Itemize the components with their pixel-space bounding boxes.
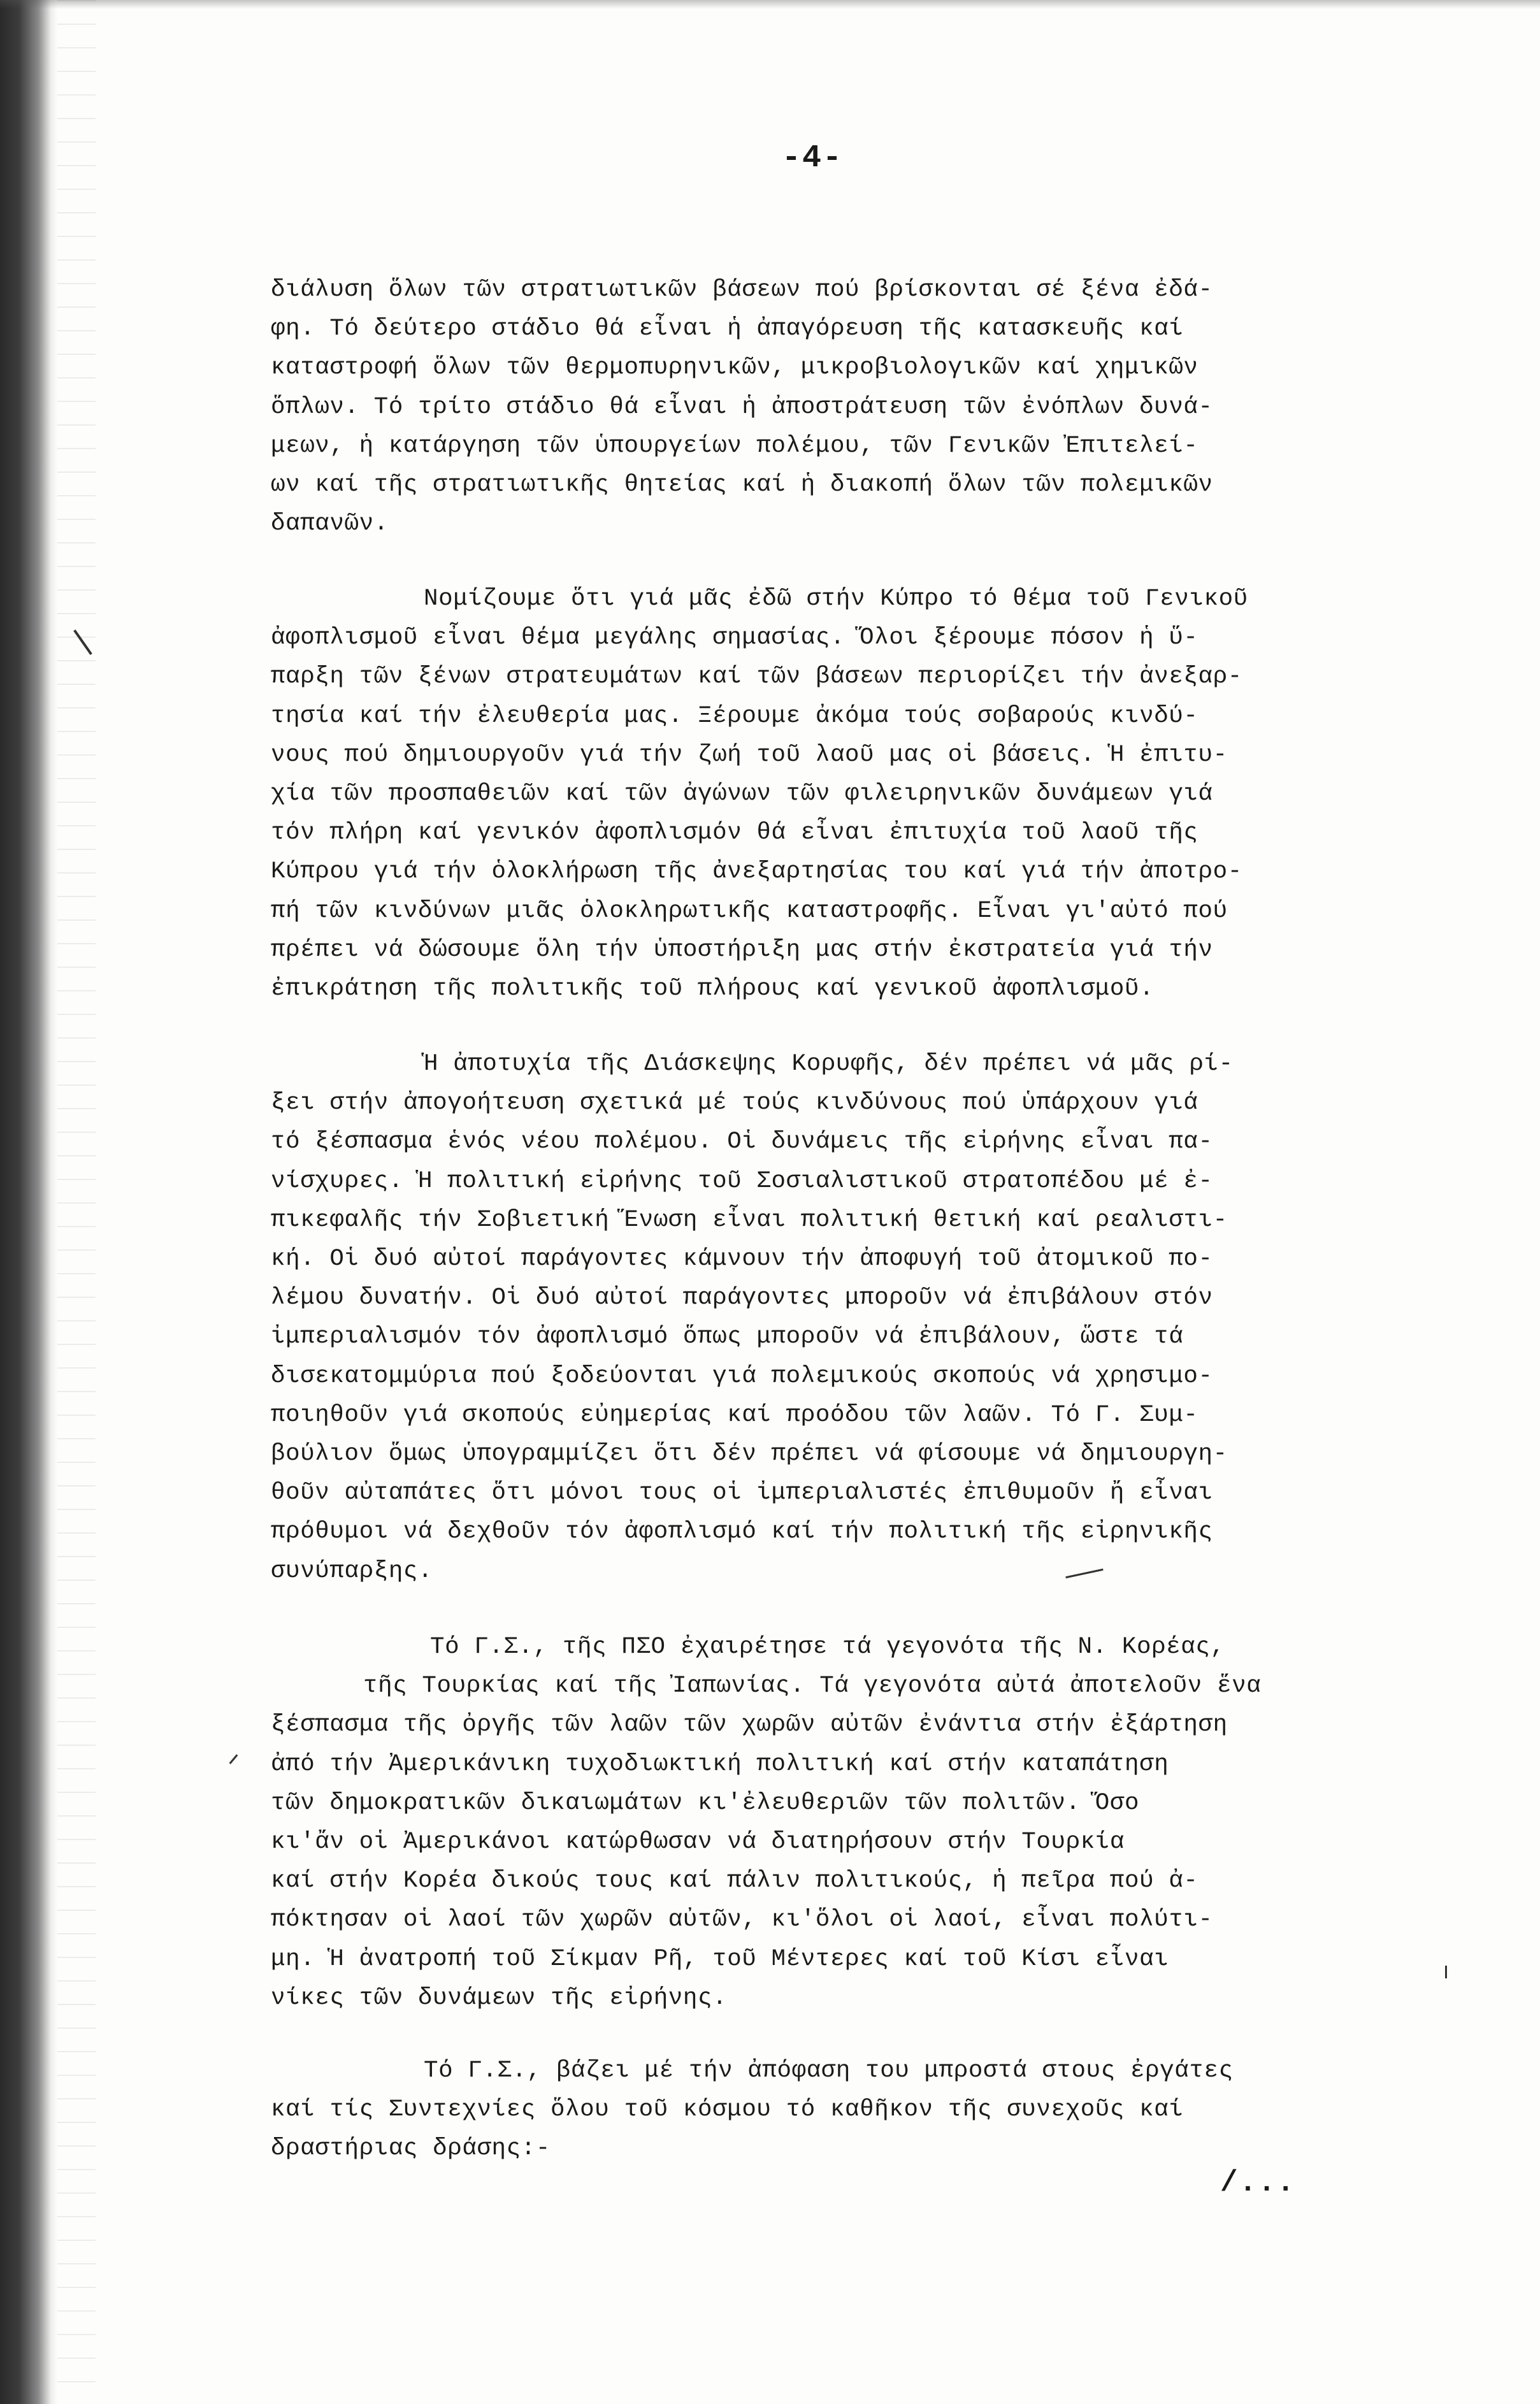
text-line: κή. Οἱ δυό αὐτοί παράγοντες κάμνουν τήν ἀποφυγή τοῦ ἀτομικοῦ πο- bbox=[271, 1246, 1213, 1273]
text-line: λέμου δυνατήν. Οἱ δυό αὐτοί παράγοντες μποροῦν νά ἐπιβάλουν στόν bbox=[271, 1285, 1213, 1312]
paragraph-4 bbox=[271, 1628, 1379, 2018]
text-line: χία τῶν προσπαθειῶν καί τῶν ἀγώνων τῶν φιλειρηνικῶν δυνάμεων γιά bbox=[271, 781, 1213, 808]
paragraph-2 bbox=[271, 580, 1379, 1009]
text-line: ἐπικράτηση τῆς πολιτικῆς τοῦ πλήρους καί γενικοῦ ἀφοπλισμοῦ. bbox=[271, 975, 1155, 1003]
text-line: τησία καί τήν ἐλευθερία μας. Ξέρουμε ἀκόμα τούς σοβαρούς κινδύ- bbox=[271, 702, 1198, 730]
text-line: πρέπει νά δώσουμε ὅλη τήν ὑποστήριξη μας στήν ἐκστρατεία γιά τήν bbox=[271, 936, 1213, 963]
text-line: ξέσπασμα τῆς ὀργῆς τῶν λαῶν τῶν χωρῶν αὐτῶν ἐνάντια στήν ἐξάρτηση bbox=[271, 1711, 1228, 1739]
stray-mark bbox=[229, 1754, 238, 1764]
continuation-mark: /... bbox=[1220, 2166, 1296, 2199]
paragraph-5 bbox=[271, 2052, 1379, 2169]
text-line: τό ξέσπασμα ἑνός νέου πολέμου. Οἱ δυνάμεις τῆς εἰρήνης εἶναι πα- bbox=[271, 1128, 1213, 1156]
paragraph-1 bbox=[271, 271, 1379, 543]
text-line: διάλυση ὅλων τῶν στρατιωτικῶν βάσεων πού βρίσκονται σέ ξένα ἐδά- bbox=[271, 277, 1213, 303]
text-line: Νομίζουμε ὅτι γιά μᾶς ἐδῶ στήν Κύπρο τό θέμα τοῦ Γενικοῦ bbox=[424, 586, 1248, 612]
text-line: τόν πλήρη καί γενικόν ἀφοπλισμόν θά εἶναι ἐπιτυχία τοῦ λαοῦ τῆς bbox=[271, 819, 1198, 847]
text-line: δραστήριας δράσης:- bbox=[271, 2135, 551, 2163]
text-line: φη. Τό δεύτερο στάδιο θά εἶναι ἡ ἀπαγόρευση τῆς κατασκευῆς καί bbox=[271, 315, 1184, 343]
text-line: καί τίς Συντεχνίες ὅλου τοῦ κόσμου τό καθῆκον τῆς συνεχοῦς καί bbox=[271, 2096, 1184, 2124]
text-line: ξει στήν ἀπογοήτευση σχετικά μέ τούς κινδύνους πού ὑπάρχουν γιά bbox=[271, 1090, 1198, 1117]
text-line: μεων, ἡ κατάργηση τῶν ὑπουργείων πολέμου, τῶν Γενικῶν Ἐπιτελεί- bbox=[271, 432, 1198, 459]
text-line: ὅπλων. Τό τρίτο στάδιο θά εἶναι ἡ ἀποστράτευση τῶν ἐνόπλων δυνά- bbox=[271, 393, 1213, 421]
text-line: πόκτησαν οἱ λαοί τῶν χωρῶν αὐτῶν, κι'ὅλοι οἱ λαοί, εἶναι πολύτι- bbox=[271, 1906, 1213, 1934]
text-line: τῶν δημοκρατικῶν δικαιωμάτων κι'ἐλευθεριῶν τῶν πολιτῶν. Ὅσο bbox=[271, 1789, 1140, 1817]
text-line: Ἡ ἀποτυχία τῆς Διάσκεψης Κορυφῆς, δέν πρέπει νά μᾶς ρί- bbox=[424, 1051, 1234, 1077]
paragraph-3 bbox=[271, 1045, 1379, 1591]
text-line: πικεφαλῆς τήν Σοβιετική Ἕνωση εἶναι πολιτική θετική καί ρεαλιστι- bbox=[271, 1206, 1228, 1234]
page-number: -4- bbox=[781, 140, 843, 176]
text-line: Τό Γ.Σ., βάζει μέ τήν ἀπόφαση του μπροστά στους ἐργάτες bbox=[424, 2057, 1234, 2084]
text-line: νίσχυρες. Ἡ πολιτική εἰρήνης τοῦ Σοσιαλιστικοῦ στρατοπέδου μέ ἐ- bbox=[271, 1167, 1213, 1195]
text-line: μη. Ἡ ἀνατροπή τοῦ Σίκμαν Ρῆ, τοῦ Μέντερες καί τοῦ Κίσι εἶναι bbox=[271, 1945, 1169, 1973]
text-line: δισεκατομμύρια πού ξοδεύονται γιά πολεμικούς σκοπούς νά χρησιμο- bbox=[271, 1362, 1213, 1390]
text-line: ἀπό τήν Ἀμερικάνικη τυχοδιωκτική πολιτική καί στήν καταπάτηση bbox=[271, 1750, 1169, 1778]
text-line: δαπανῶν. bbox=[271, 510, 389, 538]
text-line: καί στήν Κορέα δικούς τους καί πάλιν πολιτικούς, ἡ πεῖρα πού ἀ- bbox=[271, 1868, 1198, 1895]
text-line: ων καί τῆς στρατιωτικῆς θητείας καί ἡ διακοπή ὅλων τῶν πολεμικῶν bbox=[271, 471, 1213, 499]
text-line: Κύπρου γιά τήν ὁλοκλήρωση τῆς ἀνεξαρτησίας του καί γιά τήν ἀποτρο- bbox=[271, 858, 1242, 886]
text-line: πρόθυμοι νά δεχθοῦν τόν ἀφοπλισμό καί τήν πολιτική τῆς εἰρηνικῆς bbox=[271, 1518, 1213, 1546]
text-line: νίκες τῶν δυνάμεων τῆς εἰρήνης. bbox=[271, 1984, 728, 2012]
text-line: παρξη τῶν ξένων στρατευμάτων καί τῶν βάσεων περιορίζει τήν ἀνεξαρ- bbox=[271, 663, 1242, 691]
scan-noise bbox=[57, 0, 96, 2404]
text-line: κι'ἄν οἱ Ἀμερικάνοι κατώρθωσαν νά διατηρήσουν στήν Τουρκία bbox=[271, 1829, 1125, 1856]
scan-top-edge bbox=[0, 0, 1540, 9]
text-line: βούλιον ὅμως ὑπογραμμίζει ὅτι δέν πρέπει νά φίσουμε νά δημιουργη- bbox=[271, 1441, 1228, 1468]
text-line: ποιηθοῦν γιά σκοπούς εὐημερίας καί προόδου τῶν λαῶν. Τό Γ. Συμ- bbox=[271, 1401, 1198, 1429]
text-line: τῆς Τουρκίας καί τῆς Ἰαπωνίας. Τά γεγονότα αὐτά ἀποτελοῦν ἕνα bbox=[363, 1673, 1262, 1700]
text-line: πή τῶν κινδύνων μιᾶς ὁλοκληρωτικῆς καταστροφῆς. Εἶναι γι'αὐτό πού bbox=[271, 897, 1228, 925]
text-line: συνύπαρξης. bbox=[271, 1557, 433, 1585]
text-line: καταστροφή ὅλων τῶν θερμοπυρηνικῶν, μικροβιολογικῶν καί χημικῶν bbox=[271, 354, 1198, 382]
text-line: θοῦν αὐταπάτες ὅτι μόνοι τους οἱ ἰμπεριαλιστές ἐπιθυμοῦν ἤ εἶναι bbox=[271, 1479, 1213, 1507]
scan-left-edge bbox=[0, 0, 57, 2404]
text-line: νους πού δημιουργοῦν γιά τήν ζωή τοῦ λαοῦ μας οἱ βάσεις. Ἡ ἐπιτυ- bbox=[271, 741, 1228, 768]
stray-mark bbox=[1445, 1966, 1447, 1978]
text-line: ἰμπεριαλισμόν τόν ἀφοπλισμό ὅπως μποροῦν νά ἐπιβάλουν, ὥστε τά bbox=[271, 1323, 1184, 1351]
text-line: ἀφοπλισμοῦ εἶναι θέμα μεγάλης σημασίας. Ὅλοι ξέρουμε πόσον ἡ ὕ- bbox=[271, 624, 1198, 652]
text-line: Τό Γ.Σ., τῆς ΠΣΟ ἐχαιρέτησε τά γεγονότα τῆς Ν. Κορέας, bbox=[430, 1634, 1225, 1660]
